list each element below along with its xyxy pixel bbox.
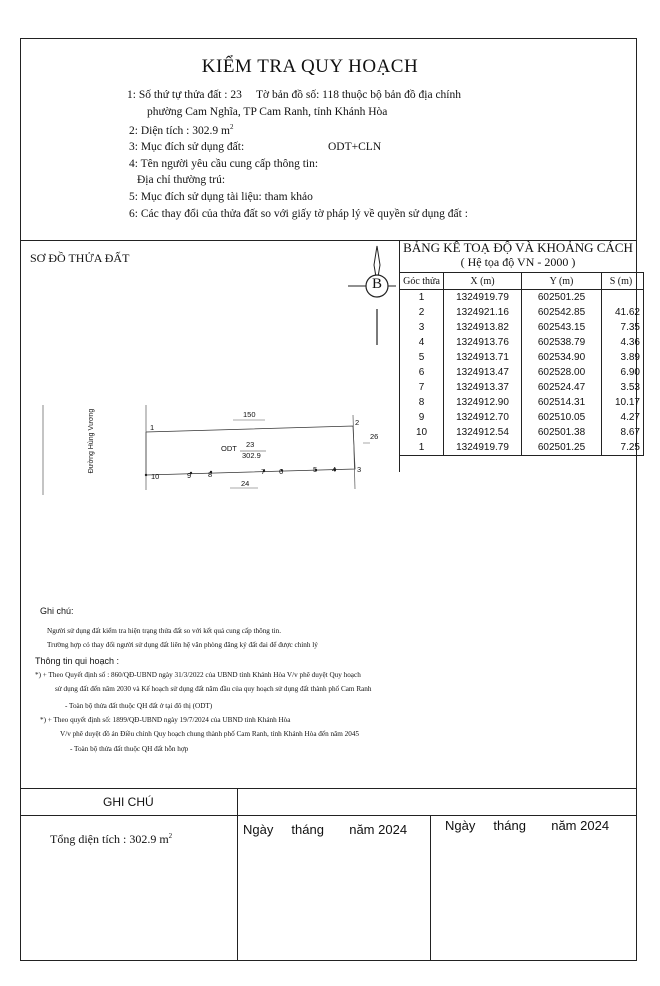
col-header-x: X (m) [444,273,522,290]
point-9-label: 9 [187,471,192,480]
address-label: Địa chỉ thường trú: [137,174,226,186]
cell-corner: 3 [400,320,444,335]
parcel-number-line [127,89,461,101]
cell-distance: 7.35 [602,320,644,335]
table-row [400,365,644,380]
point-1-label: 1 [150,423,155,432]
footer-top-border [20,788,637,789]
table-row [400,335,644,350]
planning-1-line-b: sử dụng đất đến năm 2030 và Kế hoạch sử dụng đất năm đầu của quy hoạch sử dụng đất thành phố Cam Ranh [55,685,372,693]
north-label: B [371,276,382,292]
planning-2-line-c: - Toàn bộ thửa đất thuộc QH đất hỗn hợp [70,745,189,753]
table-row [400,380,644,395]
point-7-label: 7 [261,467,266,476]
table-row [400,320,644,335]
cell-corner: 5 [400,350,444,365]
col-header-corner: Góc thửa [400,273,444,290]
cell-y: 602510.05 [522,410,602,425]
parcel-area-label: 302.9 [242,451,261,460]
document-purpose: 5: Mục đích sử dụng tài liệu: tham khảo [129,191,313,203]
planning-2-line-b: V/v phê duyệt đồ án Điều chỉnh Quy hoạch chung thành phố Cam Ranh, tỉnh Khánh Hòa đến năm 2045 [60,730,360,738]
cell-corner: 7 [400,380,444,395]
table-row [400,350,644,365]
point-4-label: 4 [332,465,337,474]
footer-ghi-chu: GHI CHÚ [103,795,154,809]
table-row [400,290,644,306]
requester-label: 4: Tên người yêu cầu cung cấp thông tin: [129,158,319,170]
col-header-y: Y (m) [522,273,602,290]
cell-distance: 4.27 [602,410,644,425]
cell-x: 1324912.54 [444,425,522,440]
cell-y: 602534.90 [522,350,602,365]
cell-x: 1324913.37 [444,380,522,395]
point-10-marker [145,474,147,476]
total-area: Tổng diện tích : 302.9 $m^2$ [50,832,173,846]
cell-y: 602501.25 [522,290,602,306]
map-sheet: Tờ bản đồ số: 118 thuộc bộ bản đồ địa chính [256,89,461,101]
parcel-diagram [30,395,370,505]
cell-y: 602528.00 [522,365,602,380]
cell-corner: 4 [400,335,444,350]
cell-y: 602501.38 [522,425,602,440]
cell-corner: 1 [400,290,444,306]
signature-date-1: Ngày tháng năm 2024 [243,822,408,837]
cell-y: 602538.79 [522,335,602,350]
point-3-label: 3 [357,465,362,474]
cell-y: 602501.25 [522,440,602,456]
signature-date-2: Ngày tháng năm 2024 [445,818,610,833]
diagram-heading: SƠ ĐỒ THỬA ĐẤT [30,251,130,265]
parcel-code: ODT [221,444,237,453]
planning-heading: Thông tin qui hoạch : [35,656,120,666]
cell-distance: 3.53 [602,380,644,395]
table-header-row [400,273,644,290]
footer-col-divider-1 [237,788,238,961]
note-line-2: Trường hợp có thay đổi người sử dụng đất liên hệ văn phòng đăng ký đất đai để được chỉnh lý [47,641,318,649]
note-line-1: Người sử dụng đất kiểm tra hiện trạng thửa đất so với kết quả cung cấp thông tin. [47,627,282,635]
point-10-label: 10 [151,472,160,481]
coordinate-table [399,272,644,456]
table-row [400,305,644,320]
north-arrow-icon [344,243,414,348]
cell-corner: 10 [400,425,444,440]
cell-x: 1324919.79 [444,440,522,456]
cell-y: 602514.31 [522,395,602,410]
cell-x: 1324919.79 [444,290,522,306]
cell-distance: 4.36 [602,335,644,350]
cell-x: 1324912.70 [444,410,522,425]
edge-right-length: 26 [370,432,379,441]
cell-distance: 6.90 [602,365,644,380]
cell-x: 1324921.16 [444,305,522,320]
point-8-label: 8 [208,470,213,479]
parcel-number-label: 23 [246,440,255,449]
cell-x: 1324913.71 [444,350,522,365]
cell-corner: 2 [400,305,444,320]
table-row [400,425,644,440]
planning-1-line-a: *) + Theo Quyết định số : 860/QĐ-UBND ngày 31/3/2022 của UBND tỉnh Khánh Hòa V/v phê duyệt Quy hoạch [35,671,361,679]
table-row [400,410,644,425]
parcel-area: 2: Diện tích : 302.9 $m^2$ [129,123,234,137]
edge-bottom-length: 24 [241,479,250,488]
cell-corner: 8 [400,395,444,410]
point-5-label: 5 [313,465,318,474]
coord-table-title: BẢNG KÊ TOẠ ĐỘ VÀ KHOẢNG CÁCH [403,240,633,255]
cell-distance: 8.67 [602,425,644,440]
cell-x: 1324913.82 [444,320,522,335]
planning-2-line-a: *) + Theo quyết định số: 1899/QĐ-UBND ngày 19/7/2024 của UBND tỉnh Khánh Hòa [40,716,291,724]
table-row [400,395,644,410]
cell-corner: 6 [400,365,444,380]
land-use-purpose-label: 3: Mục đích sử dụng đất: [129,141,245,153]
cell-x: 1324913.76 [444,335,522,350]
point-2-label: 2 [355,418,360,427]
col-header-distance: S (m) [602,273,644,290]
cell-corner: 9 [400,410,444,425]
cell-x: 1324912.90 [444,395,522,410]
point-6-label: 6 [279,467,284,476]
cell-distance: 10.17 [602,395,644,410]
edge-top-length: 150 [243,410,256,419]
parcel-number: 1: Số thứ tự thửa đất : 23 [127,89,242,101]
table-row [400,440,644,456]
cell-y: 602524.47 [522,380,602,395]
cell-corner: 1 [400,440,444,456]
page-title: KIỂM TRA QUY HOẠCH [201,56,419,77]
cell-distance: 7.25 [602,440,644,456]
footer-mid-border [20,815,637,816]
planning-1-line-c: - Toàn bộ thửa đất thuộc QH đất ở tại đô thị (ODT) [65,702,213,710]
cell-x: 1324913.47 [444,365,522,380]
coord-table-subtitle: ( Hệ tọa độ VN - 2000 ) [460,255,576,269]
notes-heading: Ghi chú: [40,606,74,616]
footer-col-divider-2 [430,815,431,961]
cell-y: 602543.15 [522,320,602,335]
parcel-changes: 6: Các thay đổi của thửa đất so với giấy tờ pháp lý về quyền sử dụng đất : [129,208,468,220]
cell-distance: 41.62 [602,305,644,320]
cell-y: 602542.85 [522,305,602,320]
cell-distance: 3.89 [602,350,644,365]
land-use-purpose-value: ODT+CLN [328,141,382,153]
parcel-location: phường Cam Nghĩa, TP Cam Ranh, tỉnh Khánh Hòa [147,106,388,118]
cell-distance [602,290,644,306]
road-name: Đường Hùng Vương [88,408,95,474]
